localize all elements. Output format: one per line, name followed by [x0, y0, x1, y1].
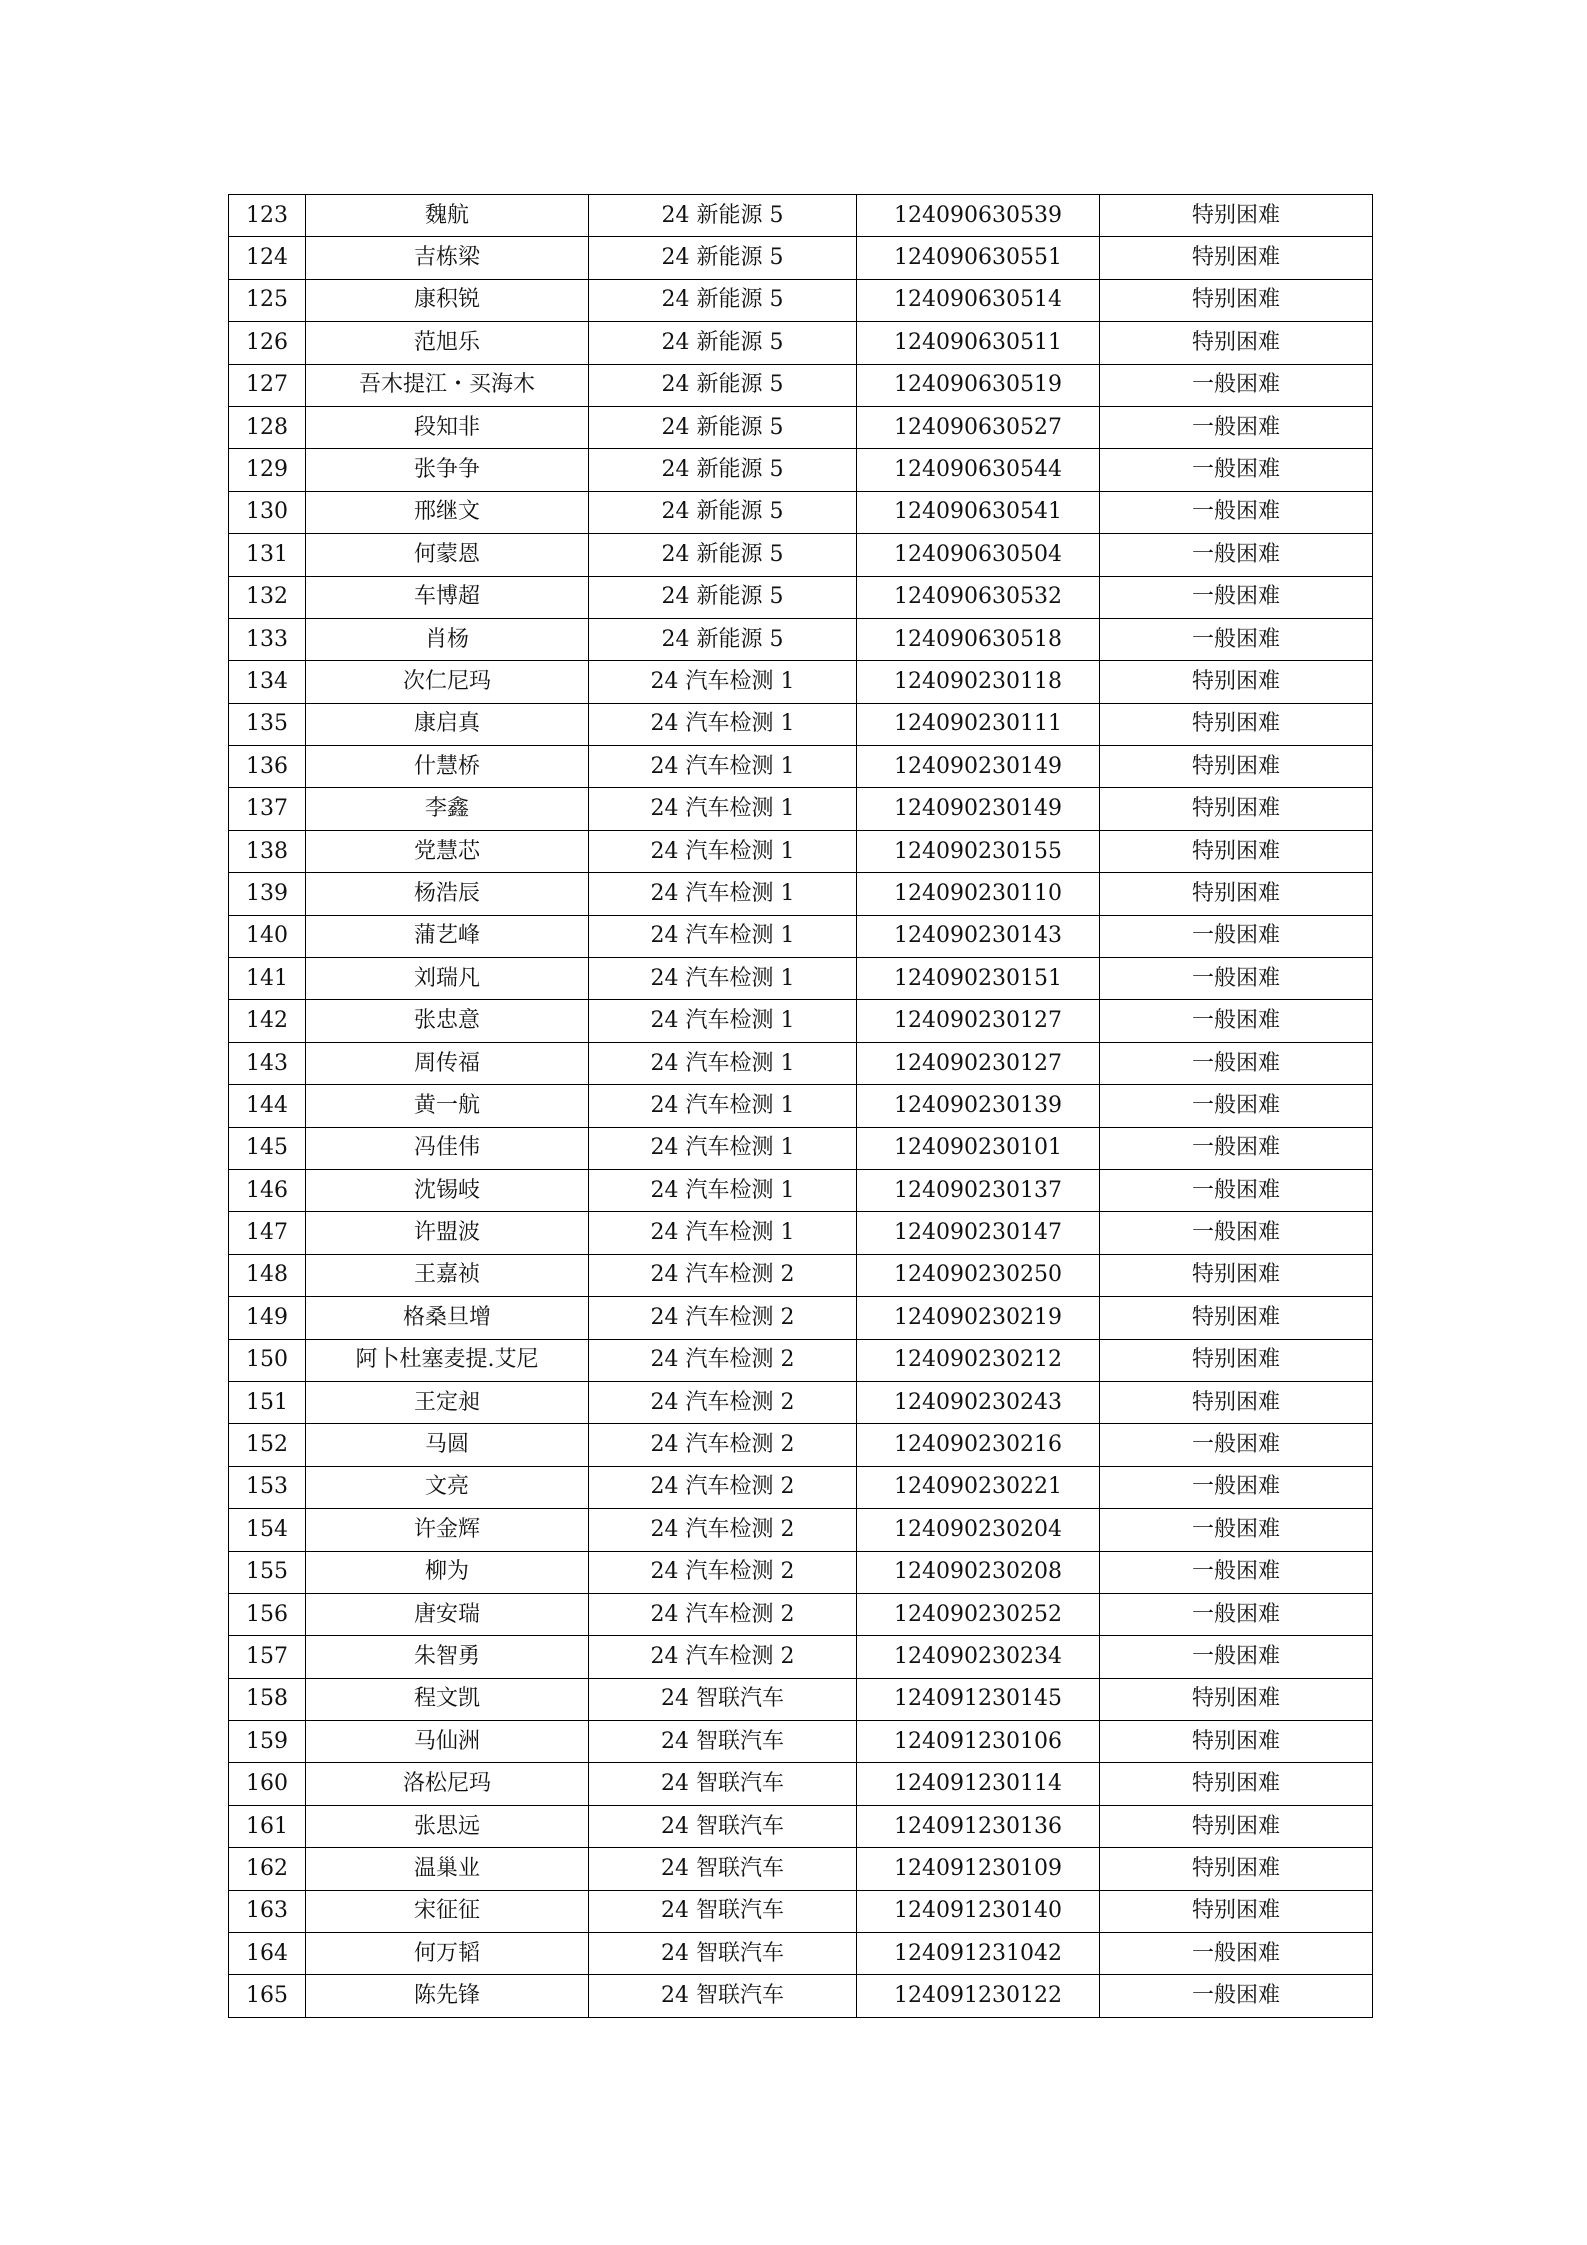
- table-row: [229, 491, 1373, 533]
- student-id-cell: 124090630551: [857, 237, 1100, 279]
- class-name-cell: 24 新能源 5: [589, 237, 857, 279]
- table-row: [229, 1890, 1373, 1932]
- row-number-cell: 123: [229, 195, 306, 237]
- class-name-cell: 24 智联汽车: [589, 1678, 857, 1720]
- difficulty-level-cell: 一般困难: [1100, 1933, 1373, 1975]
- difficulty-level-cell: 一般困难: [1100, 1975, 1373, 2017]
- student-name-cell: 康启真: [306, 703, 589, 745]
- class-name-cell: 24 汽车检测 1: [589, 915, 857, 957]
- row-number-cell: 140: [229, 915, 306, 957]
- student-name-cell: 柳为: [306, 1551, 589, 1593]
- row-number-cell: 147: [229, 1212, 306, 1254]
- difficulty-level-cell: 一般困难: [1100, 1593, 1373, 1635]
- row-number-cell: 136: [229, 746, 306, 788]
- table-row: [229, 1042, 1373, 1084]
- table-row: [229, 279, 1373, 321]
- table-row: [229, 1636, 1373, 1678]
- student-name-cell: 车博超: [306, 576, 589, 618]
- class-name-cell: 24 新能源 5: [589, 534, 857, 576]
- table-row: [229, 703, 1373, 745]
- difficulty-level-cell: 一般困难: [1100, 1127, 1373, 1169]
- student-table-body: [229, 195, 1373, 2018]
- student-id-cell: 124090230137: [857, 1169, 1100, 1211]
- class-name-cell: 24 新能源 5: [589, 491, 857, 533]
- row-number-cell: 154: [229, 1509, 306, 1551]
- row-number-cell: 124: [229, 237, 306, 279]
- table-row: [229, 1509, 1373, 1551]
- table-row: [229, 873, 1373, 915]
- row-number-cell: 145: [229, 1127, 306, 1169]
- class-name-cell: 24 新能源 5: [589, 449, 857, 491]
- student-name-cell: 周传福: [306, 1042, 589, 1084]
- difficulty-level-cell: 特别困难: [1100, 1678, 1373, 1720]
- student-id-cell: 124090230149: [857, 746, 1100, 788]
- difficulty-level-cell: 一般困难: [1100, 449, 1373, 491]
- row-number-cell: 158: [229, 1678, 306, 1720]
- class-name-cell: 24 智联汽车: [589, 1805, 857, 1847]
- student-table: [228, 194, 1373, 2018]
- student-id-cell: 124090630504: [857, 534, 1100, 576]
- student-id-cell: 124090230208: [857, 1551, 1100, 1593]
- class-name-cell: 24 汽车检测 1: [589, 1212, 857, 1254]
- class-name-cell: 24 新能源 5: [589, 364, 857, 406]
- student-name-cell: 康积锐: [306, 279, 589, 321]
- student-id-cell: 124090230127: [857, 1000, 1100, 1042]
- student-id-cell: 124090230118: [857, 661, 1100, 703]
- student-name-cell: 王定昶: [306, 1381, 589, 1423]
- student-id-cell: 124090630541: [857, 491, 1100, 533]
- student-id-cell: 124090230204: [857, 1509, 1100, 1551]
- student-name-cell: 唐安瑞: [306, 1593, 589, 1635]
- class-name-cell: 24 智联汽车: [589, 1721, 857, 1763]
- table-row: [229, 1721, 1373, 1763]
- class-name-cell: 24 智联汽车: [589, 1933, 857, 1975]
- table-row: [229, 958, 1373, 1000]
- class-name-cell: 24 智联汽车: [589, 1763, 857, 1805]
- student-id-cell: 124090630544: [857, 449, 1100, 491]
- student-name-cell: 阿卜杜塞麦提.艾尼: [306, 1339, 589, 1381]
- row-number-cell: 138: [229, 830, 306, 872]
- student-id-cell: 124090230250: [857, 1254, 1100, 1296]
- student-id-cell: 124091230106: [857, 1721, 1100, 1763]
- class-name-cell: 24 汽车检测 2: [589, 1466, 857, 1508]
- difficulty-level-cell: 一般困难: [1100, 1551, 1373, 1593]
- difficulty-level-cell: 特别困难: [1100, 1381, 1373, 1423]
- student-name-cell: 什慧桥: [306, 746, 589, 788]
- student-id-cell: 124090230151: [857, 958, 1100, 1000]
- class-name-cell: 24 汽车检测 1: [589, 1042, 857, 1084]
- student-id-cell: 124090230234: [857, 1636, 1100, 1678]
- student-name-cell: 何万韬: [306, 1933, 589, 1975]
- difficulty-level-cell: 一般困难: [1100, 1636, 1373, 1678]
- student-id-cell: 124091230145: [857, 1678, 1100, 1720]
- student-id-cell: 124090230110: [857, 873, 1100, 915]
- student-name-cell: 张争争: [306, 449, 589, 491]
- difficulty-level-cell: 一般困难: [1100, 364, 1373, 406]
- class-name-cell: 24 汽车检测 2: [589, 1636, 857, 1678]
- table-row: [229, 1339, 1373, 1381]
- difficulty-level-cell: 一般困难: [1100, 618, 1373, 660]
- student-name-cell: 张忠意: [306, 1000, 589, 1042]
- class-name-cell: 24 新能源 5: [589, 618, 857, 660]
- student-name-cell: 许金辉: [306, 1509, 589, 1551]
- difficulty-level-cell: 特别困难: [1100, 746, 1373, 788]
- difficulty-level-cell: 特别困难: [1100, 788, 1373, 830]
- table-row: [229, 449, 1373, 491]
- class-name-cell: 24 汽车检测 1: [589, 1085, 857, 1127]
- table-row: [229, 746, 1373, 788]
- table-row: [229, 1254, 1373, 1296]
- student-id-cell: 124090630527: [857, 406, 1100, 448]
- table-row: [229, 534, 1373, 576]
- difficulty-level-cell: 一般困难: [1100, 1424, 1373, 1466]
- table-row: [229, 618, 1373, 660]
- difficulty-level-cell: 特别困难: [1100, 1848, 1373, 1890]
- class-name-cell: 24 汽车检测 1: [589, 703, 857, 745]
- student-id-cell: 124090230243: [857, 1381, 1100, 1423]
- row-number-cell: 135: [229, 703, 306, 745]
- student-name-cell: 陈先锋: [306, 1975, 589, 2017]
- table-row: [229, 322, 1373, 364]
- difficulty-level-cell: 一般困难: [1100, 534, 1373, 576]
- class-name-cell: 24 汽车检测 2: [589, 1254, 857, 1296]
- student-name-cell: 肖杨: [306, 618, 589, 660]
- difficulty-level-cell: 特别困难: [1100, 279, 1373, 321]
- student-id-cell: 124090630514: [857, 279, 1100, 321]
- student-name-cell: 邢继文: [306, 491, 589, 533]
- student-name-cell: 魏航: [306, 195, 589, 237]
- row-number-cell: 146: [229, 1169, 306, 1211]
- student-id-cell: 124091230136: [857, 1805, 1100, 1847]
- difficulty-level-cell: 特别困难: [1100, 1339, 1373, 1381]
- difficulty-level-cell: 特别困难: [1100, 1254, 1373, 1296]
- student-name-cell: 蒲艺峰: [306, 915, 589, 957]
- table-row: [229, 1678, 1373, 1720]
- student-name-cell: 次仁尼玛: [306, 661, 589, 703]
- row-number-cell: 153: [229, 1466, 306, 1508]
- student-name-cell: 许盟波: [306, 1212, 589, 1254]
- class-name-cell: 24 汽车检测 1: [589, 746, 857, 788]
- row-number-cell: 143: [229, 1042, 306, 1084]
- row-number-cell: 160: [229, 1763, 306, 1805]
- table-row: [229, 1551, 1373, 1593]
- difficulty-level-cell: 一般困难: [1100, 1212, 1373, 1254]
- table-row: [229, 237, 1373, 279]
- row-number-cell: 148: [229, 1254, 306, 1296]
- class-name-cell: 24 汽车检测 1: [589, 1169, 857, 1211]
- class-name-cell: 24 新能源 5: [589, 406, 857, 448]
- student-id-cell: 124090230212: [857, 1339, 1100, 1381]
- student-name-cell: 朱智勇: [306, 1636, 589, 1678]
- difficulty-level-cell: 一般困难: [1100, 1000, 1373, 1042]
- row-number-cell: 150: [229, 1339, 306, 1381]
- student-name-cell: 黄一航: [306, 1085, 589, 1127]
- class-name-cell: 24 汽车检测 1: [589, 1000, 857, 1042]
- row-number-cell: 126: [229, 322, 306, 364]
- difficulty-level-cell: 特别困难: [1100, 1805, 1373, 1847]
- student-name-cell: 洛松尼玛: [306, 1763, 589, 1805]
- row-number-cell: 164: [229, 1933, 306, 1975]
- difficulty-level-cell: 特别困难: [1100, 661, 1373, 703]
- student-id-cell: 124090230219: [857, 1297, 1100, 1339]
- table-row: [229, 1085, 1373, 1127]
- row-number-cell: 161: [229, 1805, 306, 1847]
- student-id-cell: 124090230101: [857, 1127, 1100, 1169]
- class-name-cell: 24 智联汽车: [589, 1890, 857, 1932]
- student-name-cell: 冯佳伟: [306, 1127, 589, 1169]
- class-name-cell: 24 汽车检测 2: [589, 1381, 857, 1423]
- class-name-cell: 24 智联汽车: [589, 1975, 857, 2017]
- table-row: [229, 1169, 1373, 1211]
- table-row: [229, 788, 1373, 830]
- table-row: [229, 1933, 1373, 1975]
- student-name-cell: 吾木提江・买海木: [306, 364, 589, 406]
- table-row: [229, 1424, 1373, 1466]
- student-id-cell: 124091231042: [857, 1933, 1100, 1975]
- student-id-cell: 124090630511: [857, 322, 1100, 364]
- student-name-cell: 马圆: [306, 1424, 589, 1466]
- student-name-cell: 格桑旦增: [306, 1297, 589, 1339]
- student-name-cell: 范旭乐: [306, 322, 589, 364]
- class-name-cell: 24 汽车检测 1: [589, 661, 857, 703]
- class-name-cell: 24 新能源 5: [589, 279, 857, 321]
- class-name-cell: 24 汽车检测 1: [589, 830, 857, 872]
- student-id-cell: 124091230122: [857, 1975, 1100, 2017]
- row-number-cell: 133: [229, 618, 306, 660]
- table-row: [229, 1975, 1373, 2017]
- table-row: [229, 661, 1373, 703]
- difficulty-level-cell: 特别困难: [1100, 703, 1373, 745]
- student-id-cell: 124090230155: [857, 830, 1100, 872]
- class-name-cell: 24 新能源 5: [589, 195, 857, 237]
- table-row: [229, 364, 1373, 406]
- student-name-cell: 程文凯: [306, 1678, 589, 1720]
- row-number-cell: 129: [229, 449, 306, 491]
- student-name-cell: 吉栋梁: [306, 237, 589, 279]
- student-id-cell: 124090230252: [857, 1593, 1100, 1635]
- difficulty-level-cell: 一般困难: [1100, 1042, 1373, 1084]
- difficulty-level-cell: 特别困难: [1100, 237, 1373, 279]
- table-row: [229, 1381, 1373, 1423]
- row-number-cell: 139: [229, 873, 306, 915]
- student-id-cell: 124091230109: [857, 1848, 1100, 1890]
- class-name-cell: 24 汽车检测 2: [589, 1424, 857, 1466]
- table-row: [229, 406, 1373, 448]
- class-name-cell: 24 汽车检测 2: [589, 1339, 857, 1381]
- student-id-cell: 124090630532: [857, 576, 1100, 618]
- student-name-cell: 沈锡岐: [306, 1169, 589, 1211]
- student-id-cell: 124091230114: [857, 1763, 1100, 1805]
- difficulty-level-cell: 一般困难: [1100, 406, 1373, 448]
- class-name-cell: 24 新能源 5: [589, 576, 857, 618]
- class-name-cell: 24 汽车检测 1: [589, 958, 857, 1000]
- row-number-cell: 131: [229, 534, 306, 576]
- row-number-cell: 157: [229, 1636, 306, 1678]
- student-id-cell: 124090630519: [857, 364, 1100, 406]
- student-name-cell: 李鑫: [306, 788, 589, 830]
- class-name-cell: 24 汽车检测 1: [589, 1127, 857, 1169]
- row-number-cell: 151: [229, 1381, 306, 1423]
- difficulty-level-cell: 一般困难: [1100, 1466, 1373, 1508]
- student-name-cell: 段知非: [306, 406, 589, 448]
- row-number-cell: 128: [229, 406, 306, 448]
- student-name-cell: 党慧芯: [306, 830, 589, 872]
- table-row: [229, 830, 1373, 872]
- table-row: [229, 576, 1373, 618]
- student-name-cell: 杨浩辰: [306, 873, 589, 915]
- student-id-cell: 124090230143: [857, 915, 1100, 957]
- difficulty-level-cell: 一般困难: [1100, 491, 1373, 533]
- class-name-cell: 24 汽车检测 2: [589, 1297, 857, 1339]
- table-row: [229, 1593, 1373, 1635]
- difficulty-level-cell: 一般困难: [1100, 576, 1373, 618]
- row-number-cell: 125: [229, 279, 306, 321]
- student-id-cell: 124090230111: [857, 703, 1100, 745]
- table-row: [229, 1212, 1373, 1254]
- row-number-cell: 144: [229, 1085, 306, 1127]
- row-number-cell: 149: [229, 1297, 306, 1339]
- difficulty-level-cell: 一般困难: [1100, 1085, 1373, 1127]
- row-number-cell: 159: [229, 1721, 306, 1763]
- table-row: [229, 1127, 1373, 1169]
- student-name-cell: 宋征征: [306, 1890, 589, 1932]
- student-id-cell: 124090630518: [857, 618, 1100, 660]
- student-id-cell: 124090630539: [857, 195, 1100, 237]
- student-id-cell: 124090230147: [857, 1212, 1100, 1254]
- table-row: [229, 195, 1373, 237]
- difficulty-level-cell: 特别困难: [1100, 195, 1373, 237]
- class-name-cell: 24 汽车检测 1: [589, 873, 857, 915]
- row-number-cell: 127: [229, 364, 306, 406]
- table-row: [229, 1000, 1373, 1042]
- student-name-cell: 刘瑞凡: [306, 958, 589, 1000]
- student-id-cell: 124090230221: [857, 1466, 1100, 1508]
- table-row: [229, 1848, 1373, 1890]
- student-id-cell: 124091230140: [857, 1890, 1100, 1932]
- difficulty-level-cell: 特别困难: [1100, 1763, 1373, 1805]
- table-row: [229, 1466, 1373, 1508]
- row-number-cell: 155: [229, 1551, 306, 1593]
- table-row: [229, 1763, 1373, 1805]
- class-name-cell: 24 智联汽车: [589, 1848, 857, 1890]
- row-number-cell: 132: [229, 576, 306, 618]
- class-name-cell: 24 新能源 5: [589, 322, 857, 364]
- row-number-cell: 163: [229, 1890, 306, 1932]
- student-name-cell: 文亮: [306, 1466, 589, 1508]
- class-name-cell: 24 汽车检测 1: [589, 788, 857, 830]
- row-number-cell: 142: [229, 1000, 306, 1042]
- row-number-cell: 156: [229, 1593, 306, 1635]
- difficulty-level-cell: 特别困难: [1100, 1721, 1373, 1763]
- row-number-cell: 152: [229, 1424, 306, 1466]
- difficulty-level-cell: 一般困难: [1100, 915, 1373, 957]
- student-id-cell: 124090230139: [857, 1085, 1100, 1127]
- difficulty-level-cell: 一般困难: [1100, 1509, 1373, 1551]
- student-id-cell: 124090230127: [857, 1042, 1100, 1084]
- difficulty-level-cell: 特别困难: [1100, 322, 1373, 364]
- class-name-cell: 24 汽车检测 2: [589, 1551, 857, 1593]
- row-number-cell: 141: [229, 958, 306, 1000]
- difficulty-level-cell: 一般困难: [1100, 958, 1373, 1000]
- student-id-cell: 124090230149: [857, 788, 1100, 830]
- table-row: [229, 1805, 1373, 1847]
- row-number-cell: 130: [229, 491, 306, 533]
- difficulty-level-cell: 特别困难: [1100, 830, 1373, 872]
- student-name-cell: 马仙洲: [306, 1721, 589, 1763]
- row-number-cell: 165: [229, 1975, 306, 2017]
- student-id-cell: 124090230216: [857, 1424, 1100, 1466]
- row-number-cell: 162: [229, 1848, 306, 1890]
- class-name-cell: 24 汽车检测 2: [589, 1509, 857, 1551]
- difficulty-level-cell: 一般困难: [1100, 1169, 1373, 1211]
- student-name-cell: 王嘉祯: [306, 1254, 589, 1296]
- row-number-cell: 137: [229, 788, 306, 830]
- table-row: [229, 915, 1373, 957]
- student-name-cell: 温巢业: [306, 1848, 589, 1890]
- row-number-cell: 134: [229, 661, 306, 703]
- difficulty-level-cell: 特别困难: [1100, 1297, 1373, 1339]
- student-name-cell: 张思远: [306, 1805, 589, 1847]
- student-name-cell: 何蒙恩: [306, 534, 589, 576]
- difficulty-level-cell: 特别困难: [1100, 1890, 1373, 1932]
- difficulty-level-cell: 特别困难: [1100, 873, 1373, 915]
- class-name-cell: 24 汽车检测 2: [589, 1593, 857, 1635]
- table-row: [229, 1297, 1373, 1339]
